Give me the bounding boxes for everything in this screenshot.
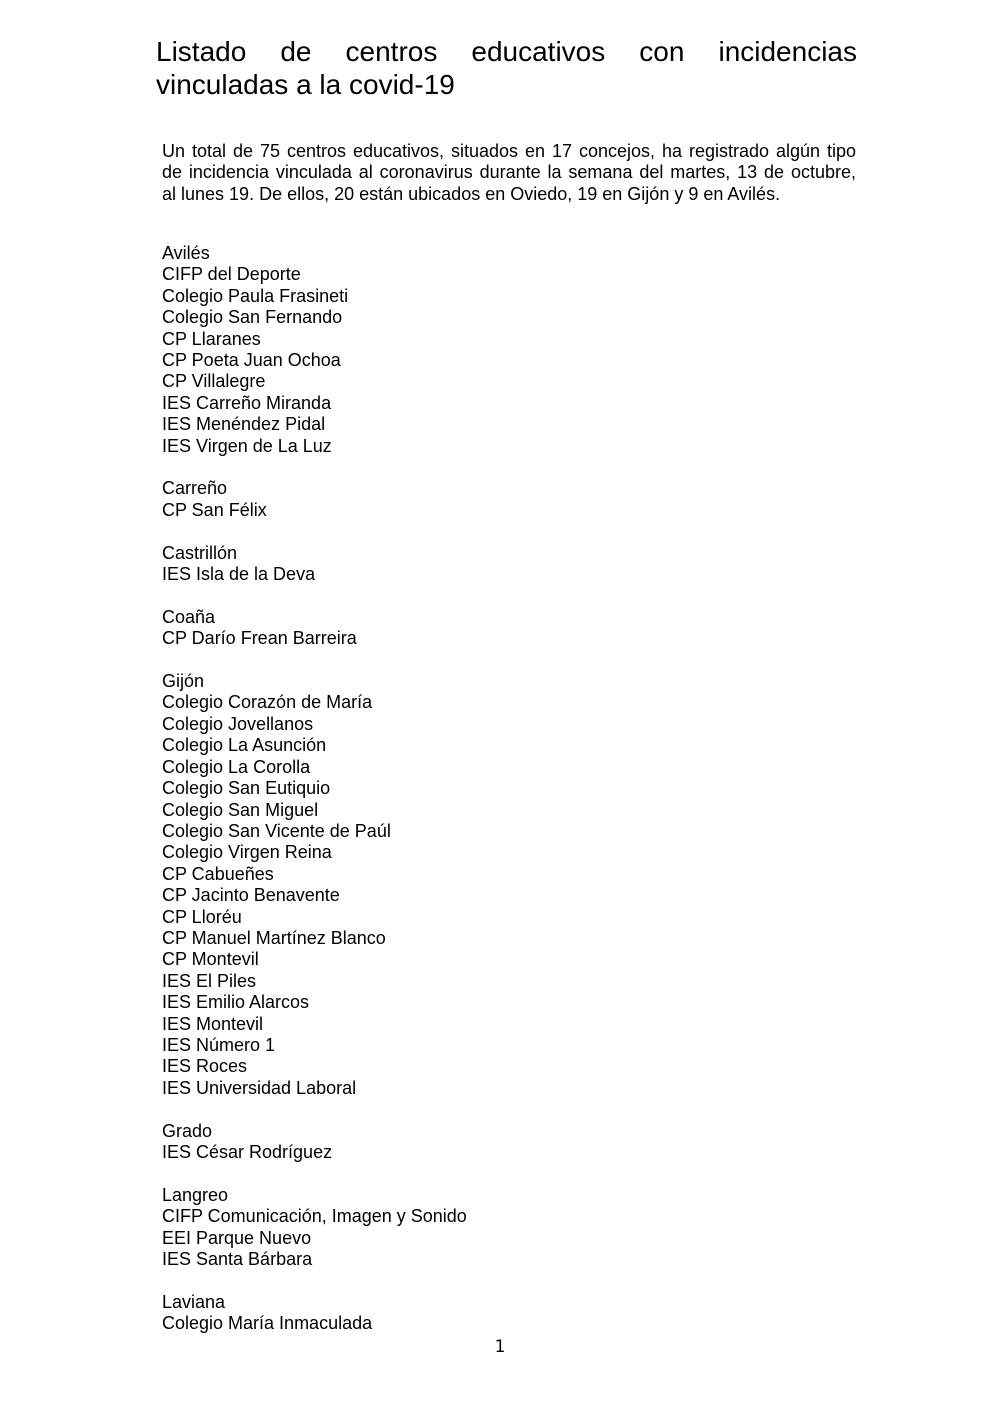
municipality-section bbox=[162, 478, 862, 521]
municipality-section bbox=[162, 1121, 862, 1164]
center-name: IES Carreño Miranda bbox=[162, 392, 332, 413]
center-name: IES Menéndez Pidal bbox=[162, 414, 326, 435]
municipality-section bbox=[162, 1292, 862, 1335]
center-name: IES Isla de la Deva bbox=[162, 564, 316, 585]
municipality-section bbox=[162, 243, 862, 457]
municipality-section bbox=[162, 1185, 862, 1271]
center-name: IES Número 1 bbox=[162, 1034, 276, 1055]
municipality-header: Gijón bbox=[162, 671, 205, 692]
municipality-header: Grado bbox=[162, 1120, 213, 1141]
title-line-1: Listado de centros educativos con incidencias bbox=[156, 36, 857, 67]
center-name: IES Montevil bbox=[162, 1013, 264, 1034]
municipality-header: Laviana bbox=[162, 1291, 226, 1312]
municipality-header: Coaña bbox=[162, 606, 216, 627]
center-name: Colegio San Miguel bbox=[162, 799, 319, 820]
center-name: CP Lloréu bbox=[162, 906, 242, 927]
center-name: Colegio La Asunción bbox=[162, 735, 327, 756]
center-name: IES Virgen de La Luz bbox=[162, 435, 332, 456]
center-name: Colegio María Inmaculada bbox=[162, 1313, 373, 1334]
municipality-section bbox=[162, 671, 862, 1099]
center-name: CP Poeta Juan Ochoa bbox=[162, 350, 341, 371]
center-name: CP San Félix bbox=[162, 499, 267, 520]
center-name: Colegio Virgen Reina bbox=[162, 842, 332, 863]
center-name: IES El Piles bbox=[162, 970, 257, 991]
center-name: EEI Parque Nuevo bbox=[162, 1227, 312, 1248]
center-name: Colegio Jovellanos bbox=[162, 713, 314, 734]
center-name: CP Villalegre bbox=[162, 371, 266, 392]
center-name: CIFP Comunicación, Imagen y Sonido bbox=[162, 1206, 467, 1227]
center-name: CP Manuel Martínez Blanco bbox=[162, 927, 386, 948]
center-name: CP Montevil bbox=[162, 949, 259, 970]
school-list bbox=[162, 243, 862, 1356]
municipality-header: Langreo bbox=[162, 1184, 229, 1205]
municipality-section bbox=[162, 607, 862, 650]
municipality-header: Avilés bbox=[162, 243, 210, 263]
center-name: IES Universidad Laboral bbox=[162, 1077, 357, 1098]
center-name: Colegio San Vicente de Paúl bbox=[162, 820, 391, 841]
intro-line-2: de incidencia vinculada al coronavirus durante la semana del martes, 13 de octubre, bbox=[162, 162, 856, 183]
center-name: CP Jacinto Benavente bbox=[162, 885, 340, 906]
center-name: Colegio La Corolla bbox=[162, 756, 311, 777]
municipality-section bbox=[162, 543, 862, 586]
center-name: CP Llaranes bbox=[162, 328, 261, 349]
center-name: Colegio Corazón de María bbox=[162, 692, 373, 713]
intro-line-1: Un total de 75 centros educativos, situados en 17 concejos, ha registrado algún tipo bbox=[162, 141, 856, 161]
intro-line-3: al lunes 19. De ellos, 20 están ubicados en Oviedo, 19 en Gijón y 9 en Avilés. bbox=[162, 183, 781, 204]
center-name: Colegio San Eutiquio bbox=[162, 778, 331, 799]
center-name: CP Darío Frean Barreira bbox=[162, 628, 357, 649]
municipality-header: Castrillón bbox=[162, 542, 238, 563]
center-name: Colegio San Fernando bbox=[162, 307, 343, 328]
intro-paragraph bbox=[162, 141, 856, 205]
title-line-2: vinculadas a la covid-19 bbox=[156, 69, 455, 100]
page-number: 1 bbox=[494, 1337, 506, 1357]
center-name: CIFP del Deporte bbox=[162, 264, 301, 285]
document-title bbox=[156, 35, 857, 101]
center-name: CP Cabueñes bbox=[162, 863, 274, 884]
municipality-header: Carreño bbox=[162, 478, 228, 499]
center-name: Colegio Paula Frasineti bbox=[162, 285, 349, 306]
center-name: IES Emilio Alarcos bbox=[162, 992, 310, 1013]
center-name: IES Santa Bárbara bbox=[162, 1249, 313, 1269]
center-name: IES César Rodríguez bbox=[162, 1141, 333, 1162]
center-name: IES Roces bbox=[162, 1056, 248, 1077]
